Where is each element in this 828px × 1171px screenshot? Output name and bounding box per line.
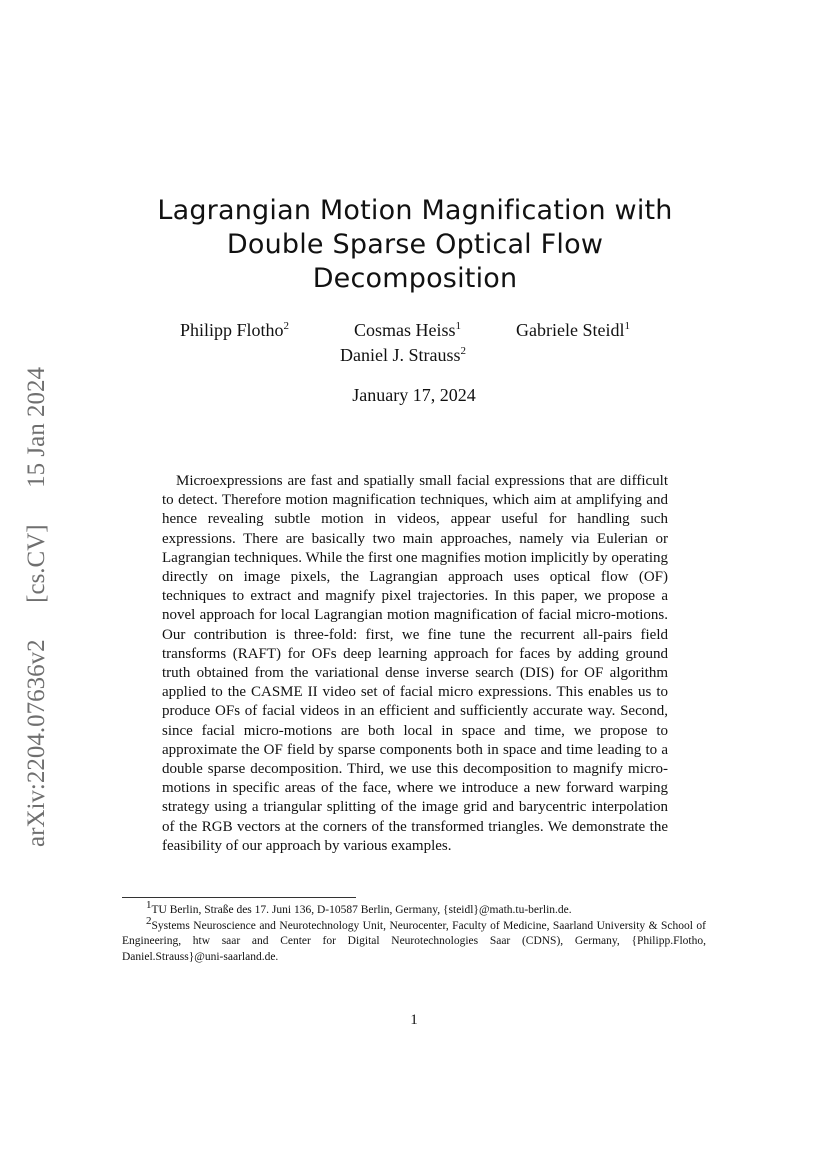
author-name: Daniel J. Strauss xyxy=(340,345,461,365)
author-name: Philipp Flotho xyxy=(180,320,284,340)
title-line-3: Decomposition xyxy=(312,263,518,294)
title-line-1: Lagrangian Motion Magnification with xyxy=(157,195,673,226)
footnotes xyxy=(122,899,706,965)
arxiv-date: 15 Jan 2024 xyxy=(23,367,50,488)
arxiv-id: arXiv:2204.07636v2 xyxy=(23,639,50,847)
author-name: Cosmas Heiss xyxy=(354,320,456,340)
author-heiss xyxy=(354,318,461,342)
paper-title xyxy=(120,194,710,296)
arxiv-identifier-stamp xyxy=(20,367,54,847)
author-affiliation-mark: 2 xyxy=(283,320,290,332)
footnote-mark: 1 xyxy=(146,899,152,912)
author-strauss xyxy=(340,343,466,367)
footnote-mark: 2 xyxy=(146,914,152,927)
footnote-1 xyxy=(122,899,706,919)
page-number: 1 xyxy=(410,1012,418,1028)
footnote-divider xyxy=(122,897,356,898)
publication-date: January 17, 2024 xyxy=(352,385,476,405)
footnote-text: TU Berlin, Straße des 17. Juni 136, D-10587 Berlin, Germany, {steidl}@math.tu-berlin.de. xyxy=(151,904,572,916)
abstract-text: Microexpressions are fast and spatially small facial expressions that are difficult to detect. Therefore motion magnification techniques, which aim at amplifying and hence revealing subtle motion in videos, appear useful for handling such expressions. There are basically two main approaches, namely via Eulerian or Lagrangian techniques. While the first one magnifies motion implicitly by operating directly on image pixels, the Lagrangian approach uses optical flow (OF) techniques to extract and magnify pixel trajectories. In this paper, we propose a novel approach for local Lagrangian motion magnification of facial micro-motions. Our contribution is three-fold: first, we fine tune the recurrent all-pairs field transforms (RAFT) for OFs deep learning approach for faces by adding ground truth obtained from the variational dense inverse search (DIS) for OF algorithm applied to the CASME II video set of facial micro expressions. This enables us to produce OFs of facial videos in an efficient and sufficiently accurate way. Second, since facial micro-motions are both local in space and time, we propose to approximate the OF field by sparse components both in space and time leading to a double sparse decomposition. Third, we use this decomposition to magnify micro-motions in specific areas of the face, where we introduce a new forward warping strategy using a triangular splitting of the image grid and barycentric interpolation of the RGB vectors at the corners of the transformed triangles. We demonstrate the feasibility of our approach by various examples. xyxy=(162,473,668,854)
author-affiliation-mark: 1 xyxy=(624,320,630,332)
footnote-2 xyxy=(122,914,706,966)
author-steidl xyxy=(516,318,630,342)
footnote-text: Systems Neuroscience and Neurotechnology Unit, Neurocenter, Faculty of Medicine, Saarland University & School of Engineering, htw saar and Center for Digital Neurotechnologies Saar (CDNS), Germany, {Philipp.Flotho, Daniel.Strauss}@uni-saarland.de. xyxy=(122,919,706,963)
author-name: Gabriele Steidl xyxy=(516,320,625,340)
abstract xyxy=(162,472,668,856)
title-line-2: Double Sparse Optical Flow xyxy=(226,229,604,260)
author-flotho xyxy=(180,318,289,342)
author-affiliation-mark: 1 xyxy=(455,320,462,332)
author-affiliation-mark: 2 xyxy=(460,345,466,357)
arxiv-category: [cs.CV] xyxy=(23,524,50,603)
